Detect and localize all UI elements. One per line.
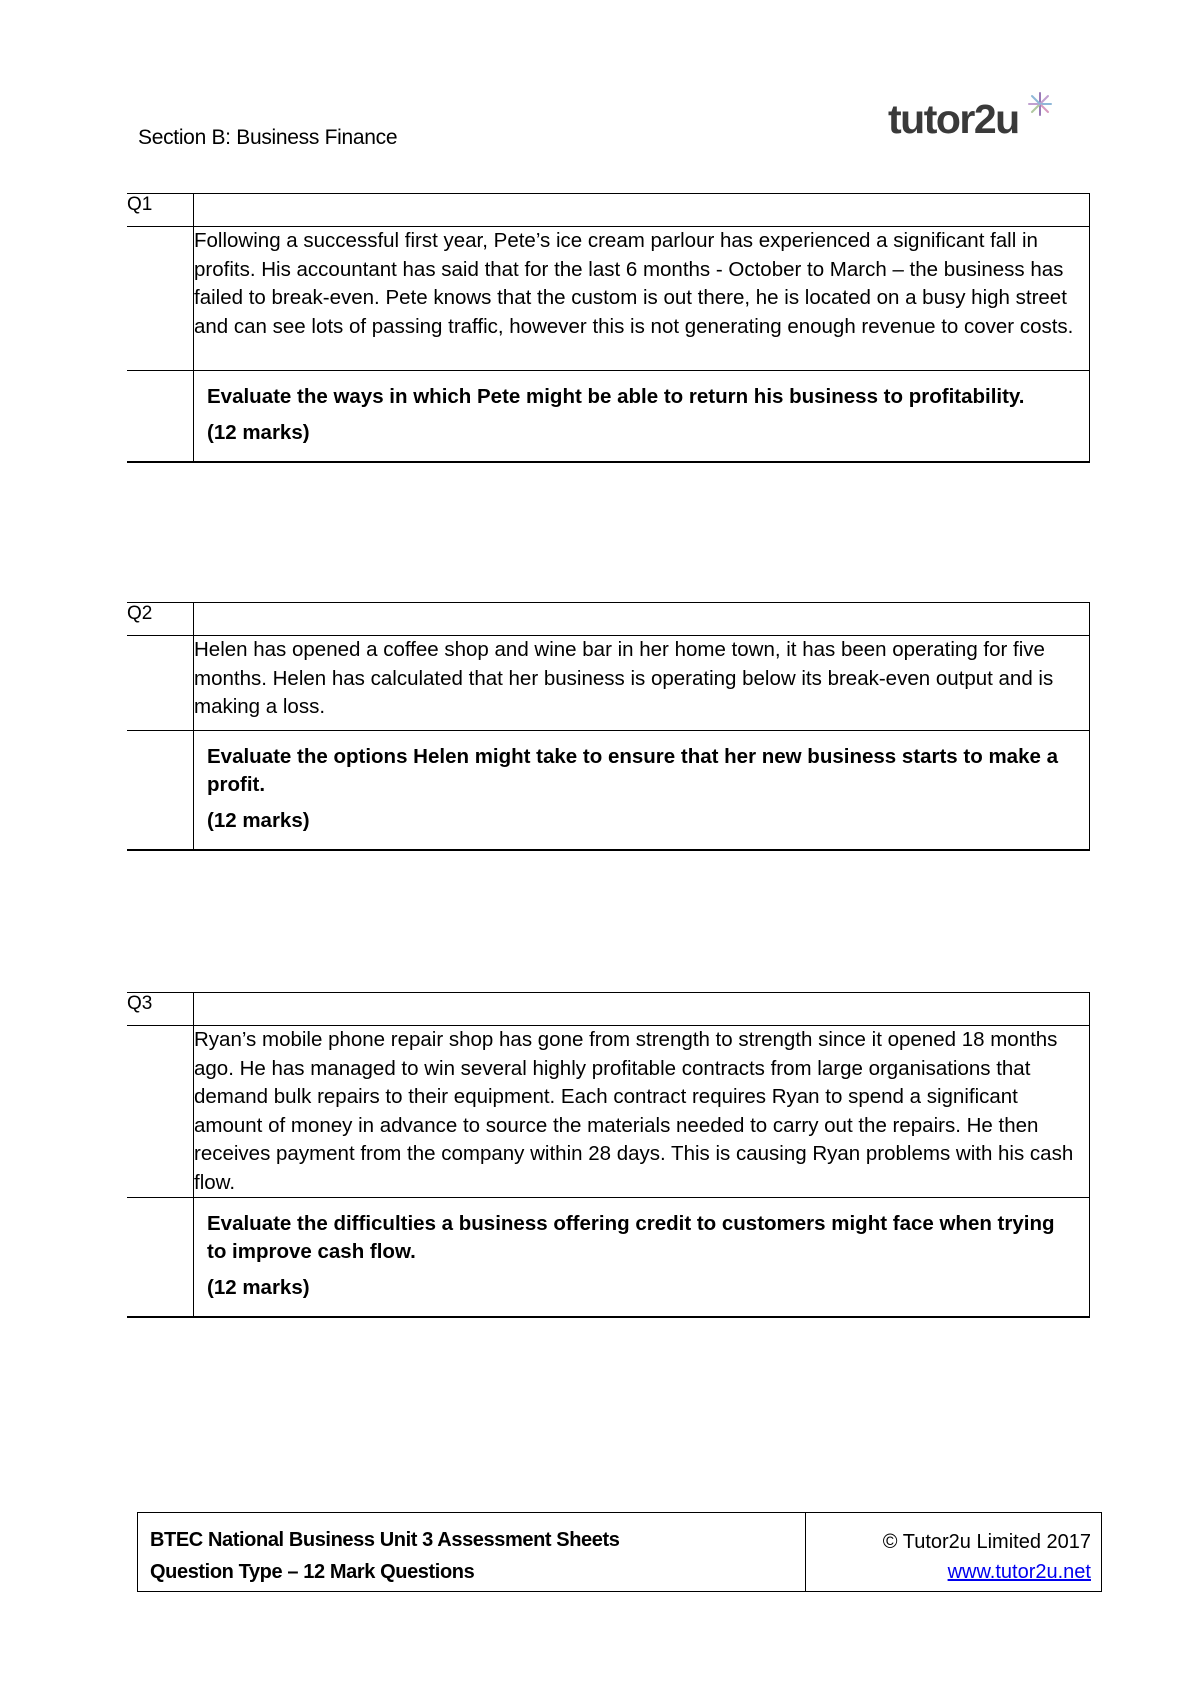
- footer-right: [806, 1513, 1101, 1591]
- tutor2u-logo: [888, 92, 1058, 148]
- question-header-cell: [194, 993, 1090, 1026]
- marks-label: (12 marks): [207, 421, 310, 444]
- prompt-cell: [194, 731, 1090, 851]
- question-2-table: [127, 602, 1090, 851]
- section-title: Section B: Business Finance: [138, 126, 398, 149]
- question-header-cell: [194, 603, 1090, 636]
- blank-cell: [127, 1198, 194, 1318]
- blank-cell: [127, 1026, 194, 1198]
- blank-cell: [127, 371, 194, 463]
- marks-label: (12 marks): [207, 1276, 310, 1299]
- prompt-text: Evaluate the ways in which Pete might be able to return his business to profitability.: [207, 385, 1025, 408]
- question-number: Q3: [127, 993, 194, 1026]
- question-1-table: [127, 193, 1090, 463]
- logo-wordmark: tutor2u: [888, 96, 1019, 142]
- page-footer: [137, 1512, 1102, 1592]
- blank-cell: [127, 227, 194, 371]
- prompt-text: Evaluate the difficulties a business offering credit to customers might face when trying to improve cash flow.: [207, 1212, 1055, 1263]
- scenario-text: Ryan’s mobile phone repair shop has gone from strength to strength since it opened 18 months ago. He has managed to win several highly profitable contracts from large organisations that demand bulk repairs to their equipment. Each contract requires Ryan to spend a significant amount of money in advance to source the materials needed to carry out the repairs. He then receives payment from the company within 28 days. This is causing Ryan problems with his cash flow.: [194, 1026, 1090, 1198]
- question-number: Q1: [127, 194, 194, 227]
- question-3-table: [127, 992, 1090, 1318]
- scenario-text: Following a successful first year, Pete’s ice cream parlour has experienced a significant fall in profits. His accountant has said that for the last 6 months - October to March – the business has failed to break-even. Pete knows that the custom is out there, he is located on a busy high street and can see lots of passing traffic, however this is not generating enough revenue to cover costs.: [194, 227, 1090, 371]
- footer-title: BTEC National Business Unit 3 Assessment Sheets: [150, 1529, 620, 1551]
- prompt-text: Evaluate the options Helen might take to ensure that her new business starts to make a profit.: [207, 745, 1058, 796]
- marks-label: (12 marks): [207, 809, 310, 832]
- prompt-cell: [194, 1198, 1090, 1318]
- prompt-cell: [194, 371, 1090, 463]
- footer-subtitle: Question Type – 12 Mark Questions: [150, 1561, 475, 1583]
- footer-left: [138, 1513, 806, 1591]
- blank-cell: [127, 731, 194, 851]
- scenario-text: Helen has opened a coffee shop and wine bar in her home town, it has been operating for five months. Helen has calculated that her business is operating below its break-even output and is making a loss.: [194, 636, 1090, 731]
- starburst-icon: [1026, 90, 1054, 118]
- blank-cell: [127, 636, 194, 731]
- website-link[interactable]: www.tutor2u.net: [947, 1561, 1091, 1583]
- copyright-text: © Tutor2u Limited 2017: [882, 1531, 1091, 1553]
- question-number: Q2: [127, 603, 194, 636]
- question-header-cell: [194, 194, 1090, 227]
